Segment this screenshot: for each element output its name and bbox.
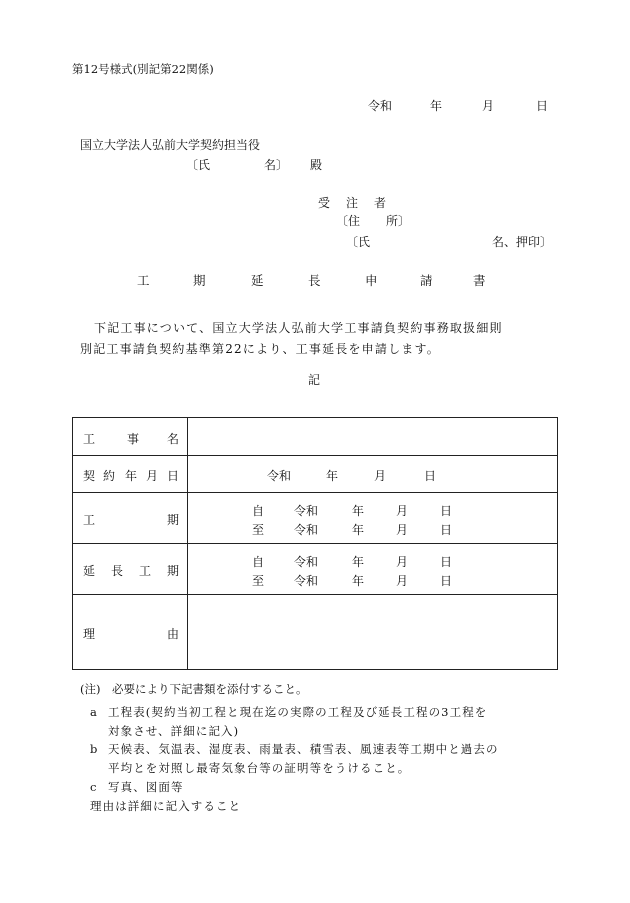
date-era: 令和 [294,522,319,537]
date-month: 月 [396,554,409,569]
label-reason [73,595,188,670]
from-label: 自 [252,554,265,569]
reason-value[interactable] [188,595,558,670]
notes-footer: 理由は詳細に記入すること [90,799,242,813]
title-char: 申 [365,273,378,288]
header-date-era: 令和 [368,99,393,113]
title-char: 工 [137,273,150,288]
label-extended-period [73,544,188,595]
addressee-title: 国立大学法人弘前大学契約担当役 [80,138,261,152]
contractor-address-open: 〔住 [336,214,361,228]
extended-period-value[interactable] [188,544,558,595]
notes-header: (注) 必要により下記書類を添付すること。 [80,682,308,696]
title-char: 長 [308,273,321,288]
date-era: 令和 [294,573,319,588]
date-day: 日 [440,554,453,569]
construction-period-value[interactable] [188,493,558,544]
contractor-name-close: 名、押印〕 [492,235,553,249]
date-day: 日 [440,522,453,537]
label-char: 名 [167,431,180,446]
table-row-contract-date [73,456,558,493]
date-era: 令和 [267,469,292,483]
table-row-project-name [73,418,558,456]
label-contract-date [73,456,188,493]
date-era: 令和 [294,554,319,569]
label-char: 年 [125,469,138,483]
contract-date-value[interactable] [188,456,558,493]
note-mark: c [90,780,98,794]
note-line: 平均とを対照し最寄気象台等の証明等をうけること。 [108,761,411,775]
contractor-label-char: 者 [374,196,387,210]
date-day: 日 [440,503,453,518]
date-month: 月 [396,503,409,518]
addressee-name-open: 〔氏 [186,158,211,172]
contractor-address-close: 所〕 [386,214,411,228]
note-line: 写真、図面等 [108,780,184,794]
application-table [72,417,558,670]
addressee-honorific: 殿 [310,158,323,172]
label-char: 契 [83,469,96,483]
header-date-year: 年 [430,99,443,113]
date-year: 年 [352,554,365,569]
label-char: 理 [83,627,96,641]
date-year: 年 [326,469,339,483]
contractor-label-char: 注 [346,196,359,210]
note-line: 対象させ、詳細に記入) [108,724,240,738]
extended-from-line [188,553,557,567]
addressee-name-close: 名〕 [264,158,289,172]
label-char: 由 [167,627,180,641]
title-char: 請 [420,273,433,288]
from-label: 自 [252,503,265,518]
contractor-name-open: 〔氏 [346,235,371,249]
title-char: 延 [251,273,264,288]
label-char: 約 [103,469,116,483]
date-day: 日 [440,573,453,588]
body-line-1: 下記工事について、国立大学法人弘前大学工事請負契約事務取扱細則 [94,321,503,335]
table-row-reason [73,595,558,670]
date-day: 日 [424,469,437,483]
table-row-construction-period [73,493,558,544]
title-char: 書 [473,273,486,288]
date-month: 月 [396,573,409,588]
date-era: 令和 [294,503,319,518]
to-label: 至 [252,522,265,537]
date-year: 年 [352,573,365,588]
note-mark: b [90,742,99,756]
label-char: 工 [139,564,152,578]
note-line: 天候表、気温表、湿度表、雨量表、積雪表、風速表等工期中と過去の [108,742,499,756]
date-year: 年 [352,522,365,537]
table-row-extended-period [73,544,558,595]
label-construction-period [73,493,188,544]
project-name-value[interactable] [188,418,558,456]
date-year: 年 [352,503,365,518]
date-month: 月 [374,469,387,483]
to-label: 至 [252,573,265,588]
label-char: 工 [83,431,96,446]
label-char: 事 [127,431,140,446]
ki-heading: 記 [308,373,321,387]
date-month: 月 [396,522,409,537]
label-char: 長 [111,564,124,578]
label-char: 工 [83,513,96,527]
label-char: 期 [167,564,180,578]
title-char: 期 [193,273,206,288]
body-line-2: 別記工事請負契約基準第22により、工事延長を申請します。 [80,342,440,356]
period-to-line [188,521,557,535]
label-char: 月 [146,469,159,483]
header-date-day: 日 [536,99,549,113]
label-char: 延 [83,564,96,578]
header-date-month: 月 [482,99,495,113]
form-number: 第12号様式(別記第22関係) [72,62,214,76]
contractor-label-char: 受 [318,196,331,210]
label-char: 期 [167,513,180,527]
body-paragraph [80,318,560,360]
label-char: 日 [167,469,180,483]
extended-to-line [188,572,557,586]
label-project-name [73,418,188,456]
note-line: 工程表(契約当初工程と現在迄の実際の工程及び延長工程の3工程を [108,705,488,719]
period-from-line [188,502,557,516]
note-mark: a [90,705,98,719]
